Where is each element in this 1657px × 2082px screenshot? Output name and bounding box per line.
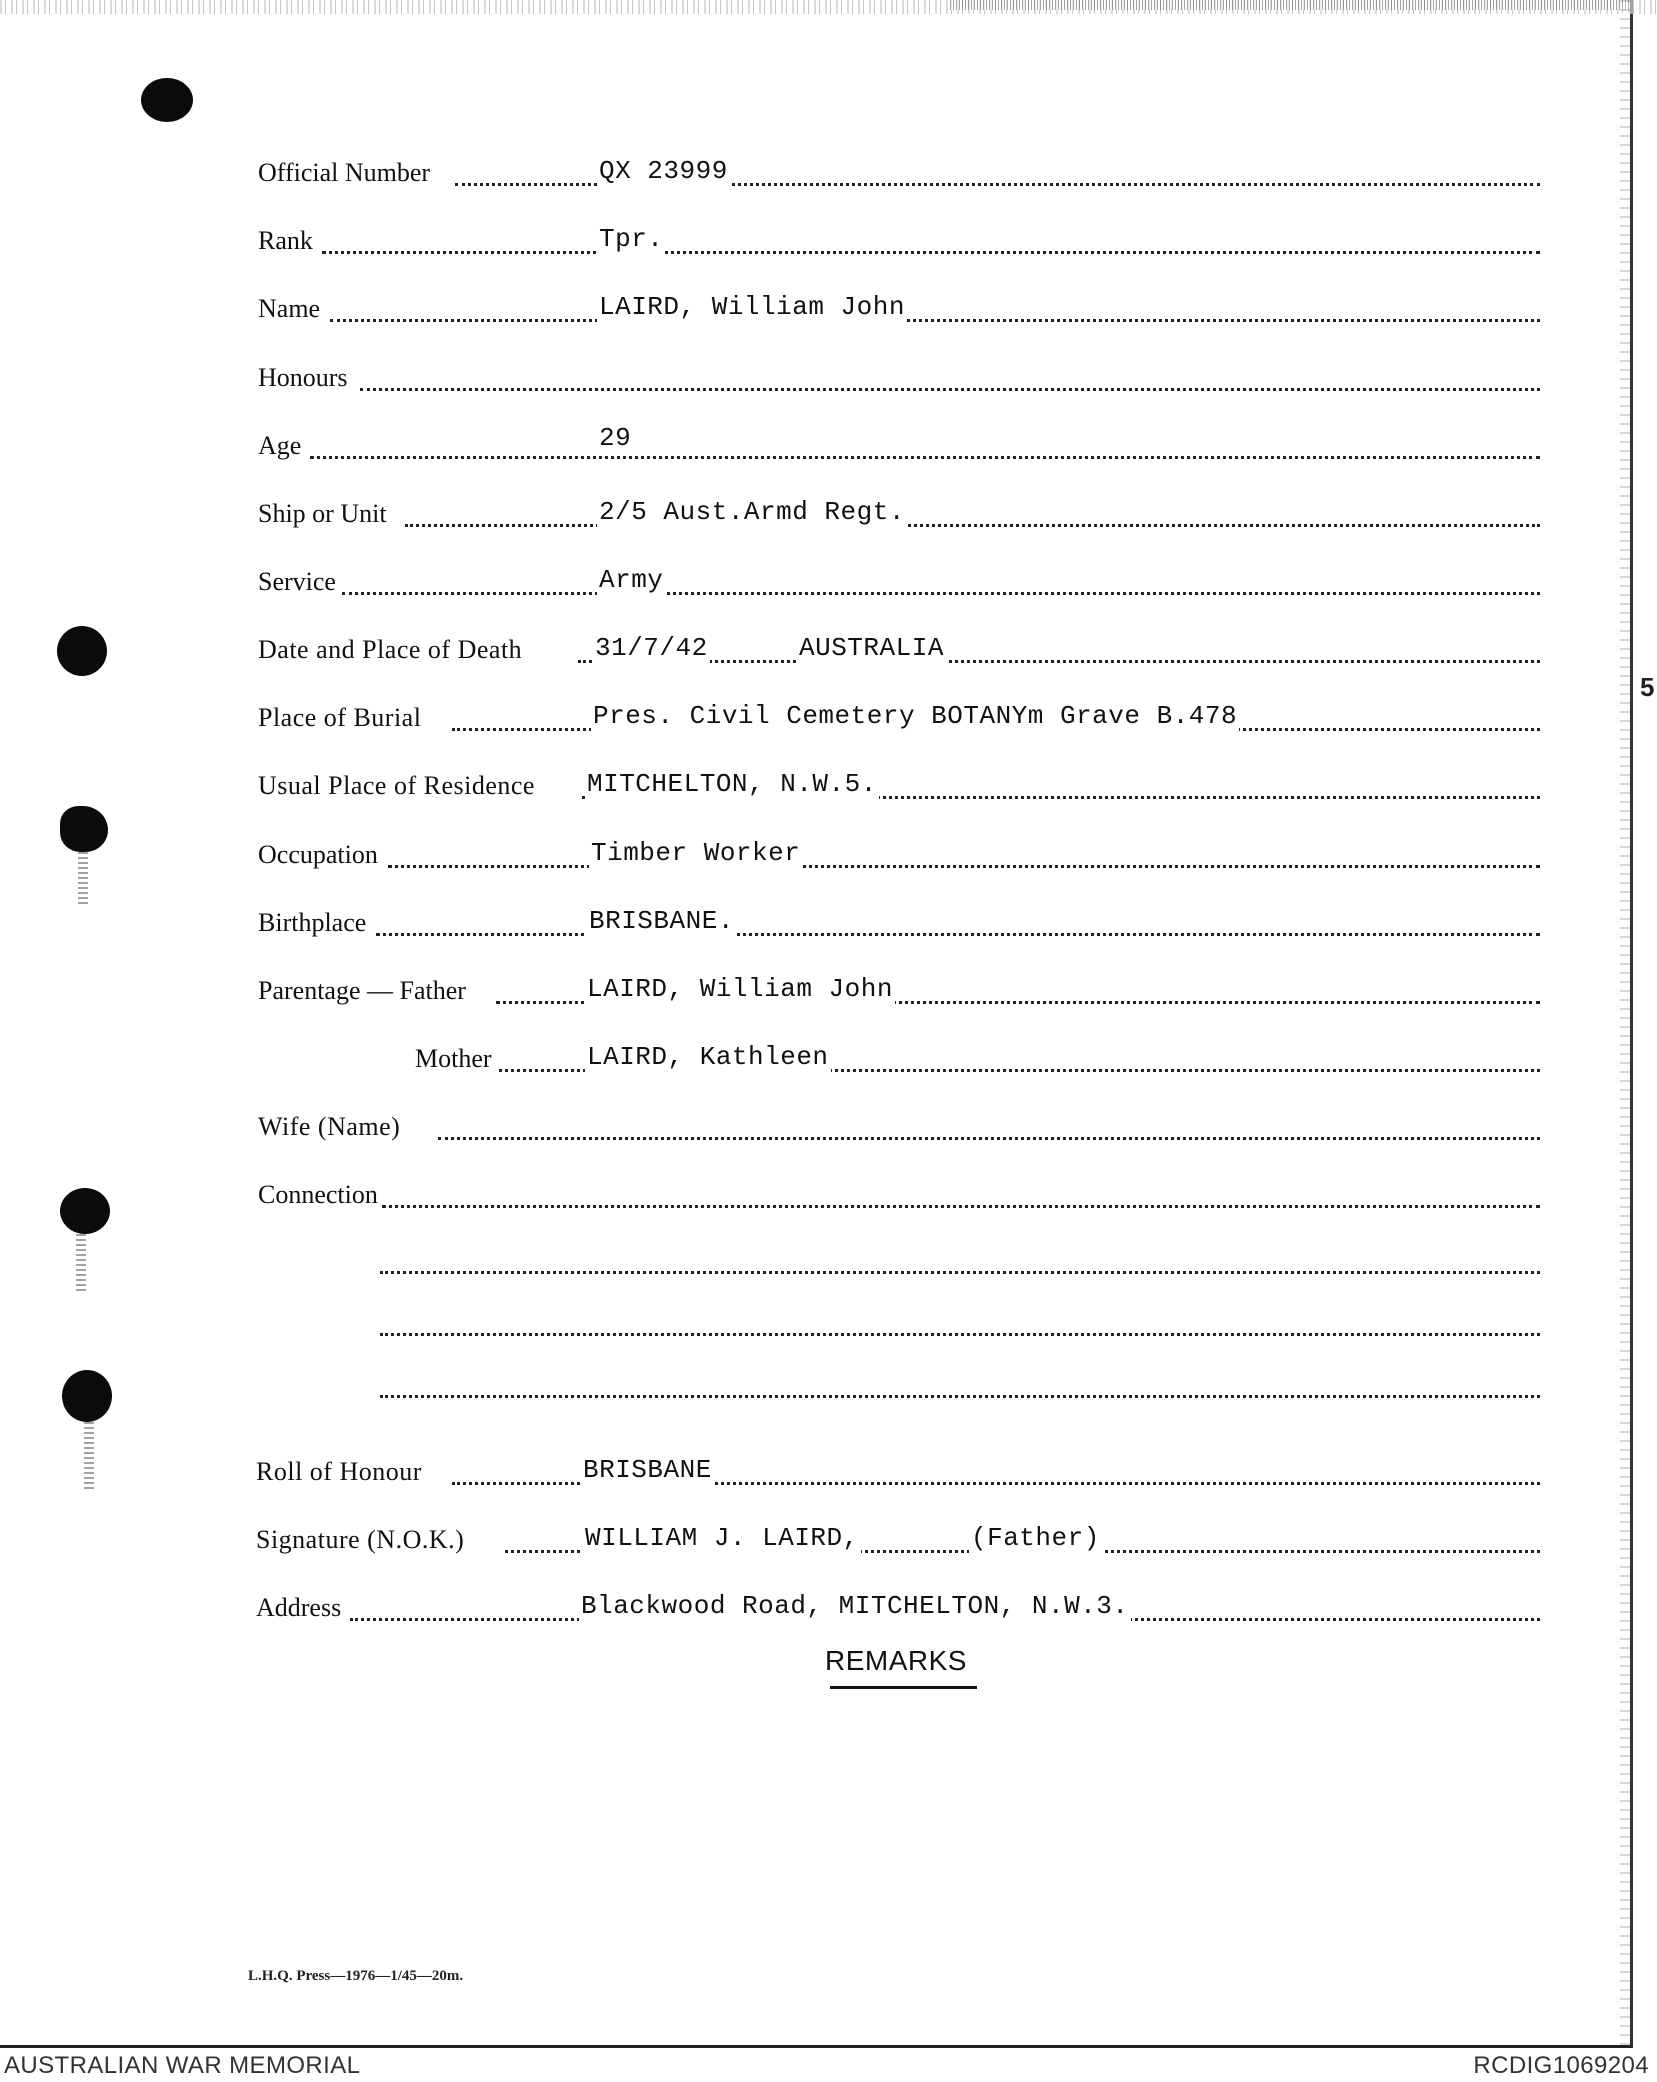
field-label: Ship or Unit (258, 499, 387, 528)
dotted-leader (322, 251, 1540, 254)
field-label: Birthplace (258, 908, 367, 937)
dotted-leader (376, 933, 1540, 936)
field-honours (0, 357, 1540, 397)
field-value: LAIRD, William John (587, 974, 893, 1004)
punch-hole-1 (141, 78, 193, 122)
connection-line-4 (0, 1364, 1540, 1404)
remarks-underline (830, 1686, 977, 1689)
dotted-leader (438, 1137, 1540, 1140)
field-birthplace (0, 902, 1540, 942)
field-label: Date and Place of Death (258, 635, 523, 664)
field-value: 29 (599, 423, 632, 453)
field-official-number (0, 152, 1540, 192)
footer-id: RCDIG1069204 (1473, 2052, 1649, 2079)
field-label: Usual Place of Residence (258, 771, 535, 800)
field-value: WILLIAM J. LAIRD, (585, 1523, 859, 1553)
field-value: MITCHELTON, N.W.5. (587, 769, 877, 799)
dotted-leader (405, 524, 1540, 527)
field-wife (0, 1106, 1540, 1146)
field-value-place: AUSTRALIA (799, 633, 944, 663)
field-label: Mother (415, 1044, 492, 1073)
field-value-relation: (Father) (971, 1523, 1100, 1553)
field-label: Official Number (258, 158, 431, 187)
field-age (0, 425, 1540, 465)
remarks-heading: REMARKS (825, 1645, 967, 1676)
field-label: Roll of Honour (256, 1457, 422, 1486)
field-parentage-mother (0, 1038, 1540, 1078)
margin-mark: 5 (1640, 672, 1655, 702)
connection-line-2 (0, 1240, 1540, 1280)
field-label: Wife (Name) (258, 1112, 401, 1141)
field-parentage-father (0, 970, 1540, 1010)
field-value: LAIRD, Kathleen (587, 1042, 829, 1072)
field-label: Name (258, 294, 321, 323)
field-value: Army (599, 565, 664, 595)
field-place-of-burial (0, 697, 1540, 737)
field-ship-or-unit (0, 493, 1540, 533)
field-rank (0, 220, 1540, 260)
dotted-leader (382, 1205, 1540, 1208)
field-usual-residence (0, 765, 1540, 805)
field-value: 2/5 Aust.Armd Regt. (599, 497, 905, 527)
dotted-leader (310, 456, 1540, 459)
field-name (0, 288, 1540, 328)
field-label: Occupation (258, 840, 378, 869)
field-signature-nok (0, 1519, 1540, 1559)
field-value: QX 23999 (599, 156, 728, 186)
scan-noise-top-right (950, 0, 1630, 10)
field-label: Parentage — Father (258, 976, 466, 1005)
field-value: BRISBANE. (589, 906, 734, 936)
field-occupation (0, 834, 1540, 874)
field-value: Tpr. (599, 224, 664, 254)
field-value: BRISBANE (583, 1455, 712, 1485)
footer-source: AUSTRALIAN WAR MEMORIAL (4, 2052, 361, 2079)
dotted-leader (360, 388, 1540, 391)
field-roll-of-honour (0, 1451, 1540, 1491)
press-note: L.H.Q. Press—1976—1/45—20m. (248, 1968, 464, 1984)
field-value: Timber Worker (591, 838, 801, 868)
field-service (0, 561, 1540, 601)
field-label: Address (256, 1593, 342, 1622)
connection-line-3 (0, 1302, 1540, 1342)
dotted-leader (388, 865, 1540, 868)
dotted-leader (380, 1395, 1540, 1398)
field-connection (0, 1174, 1540, 1214)
field-value: Pres. Civil Cemetery BOTANYm Grave B.478 (593, 701, 1238, 731)
field-label: Age (258, 431, 302, 460)
field-value-date: 31/7/42 (595, 633, 708, 663)
field-address (0, 1587, 1540, 1627)
field-value: LAIRD, William John (599, 292, 905, 322)
field-label: Connection (258, 1180, 378, 1209)
field-label: Rank (258, 226, 313, 255)
field-label: Honours (258, 363, 348, 392)
field-label: Signature (N.O.K.) (256, 1525, 465, 1554)
field-value: Blackwood Road, MITCHELTON, N.W.3. (581, 1591, 1129, 1621)
dotted-leader (342, 592, 1540, 595)
dotted-leader (330, 319, 1540, 322)
field-label: Place of Burial (258, 703, 422, 732)
scan-noise-right-edge (1620, 0, 1630, 2045)
dotted-leader (380, 1271, 1540, 1274)
dotted-leader (578, 660, 1540, 663)
dotted-leader (380, 1333, 1540, 1336)
field-date-place-death (0, 629, 1540, 669)
field-label: Service (258, 567, 336, 596)
